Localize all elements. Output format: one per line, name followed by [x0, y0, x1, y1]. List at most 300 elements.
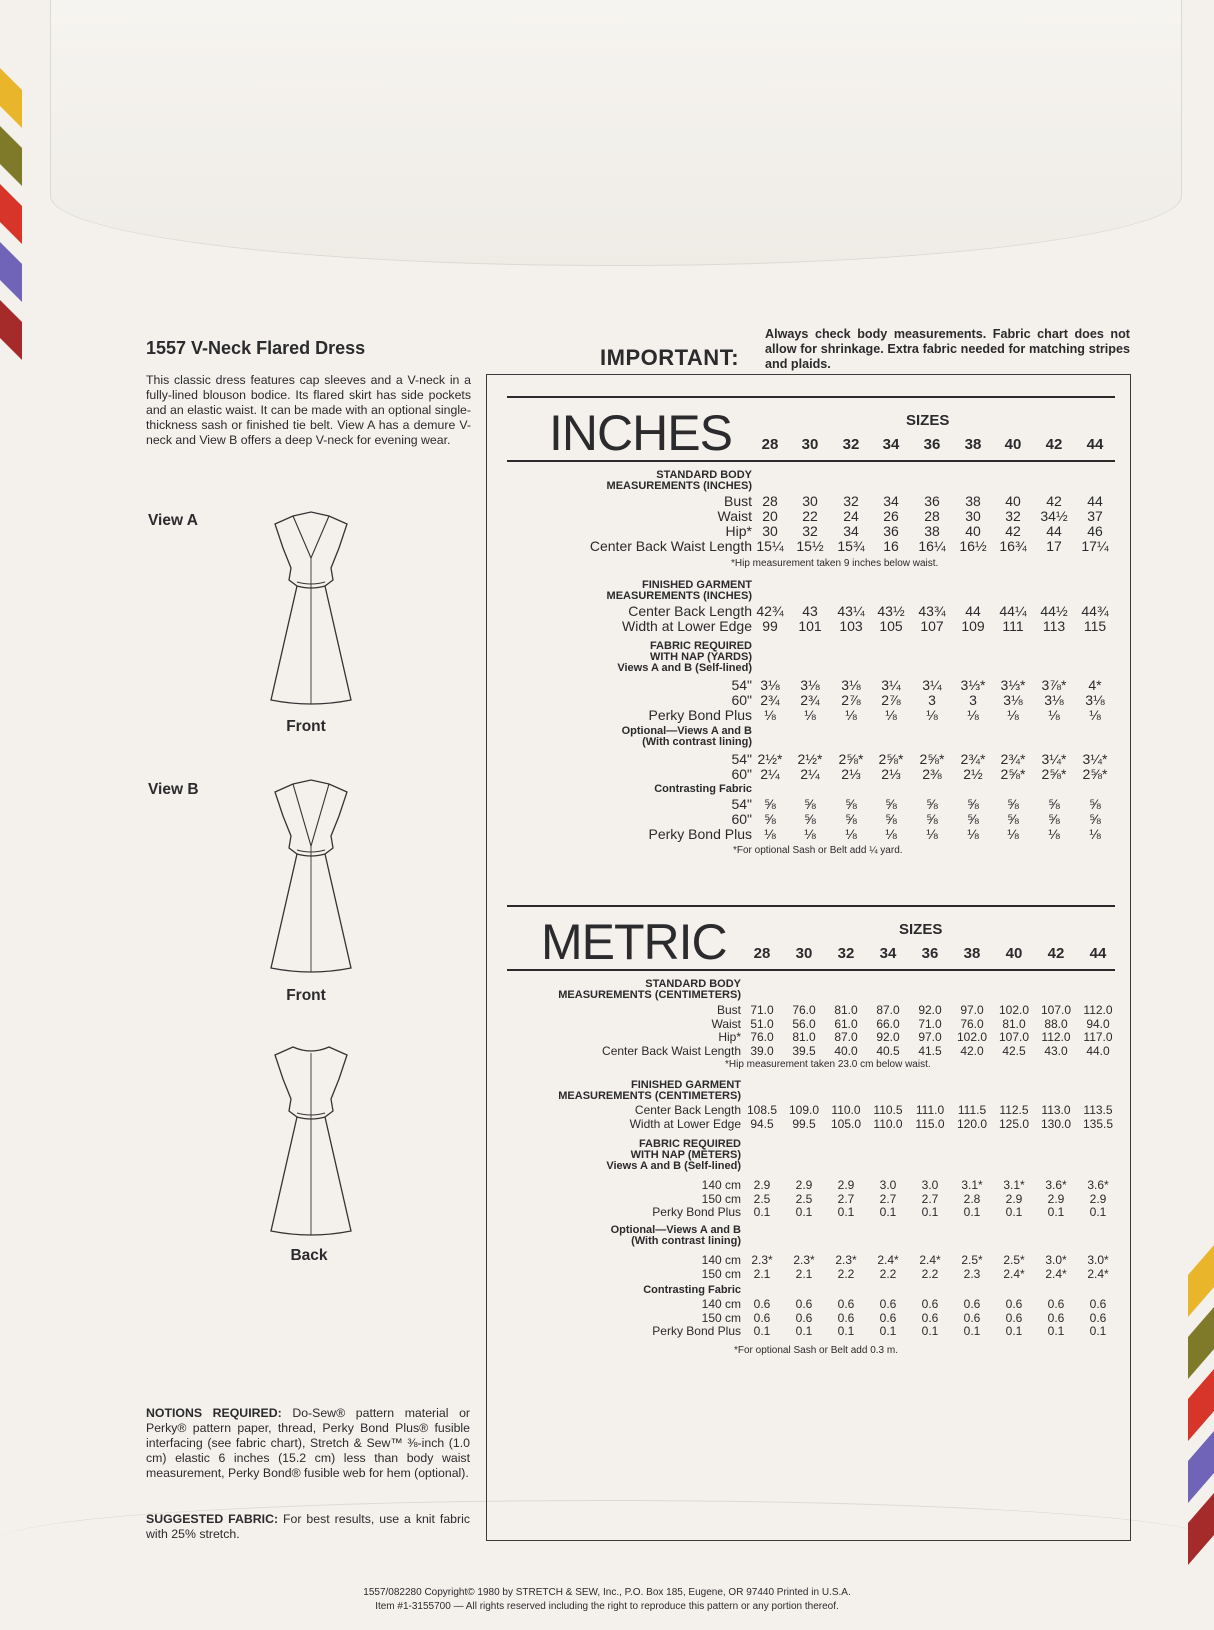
- inches-optional-row-value: 2⅓: [841, 766, 861, 782]
- inches-body-row-label: Waist: [717, 508, 752, 524]
- metric-garment-row-value: 125.0: [998, 1116, 1030, 1131]
- inches-body-row-value: 46: [1087, 523, 1103, 539]
- inches-contrast-row-value: ⅝: [967, 811, 979, 827]
- inches-fabric-row-value: 3⅛: [841, 677, 861, 693]
- stripe-maroon: [1188, 1493, 1214, 1565]
- metric-body-row-value: 40.0: [834, 1043, 858, 1058]
- inches-fabric-row-value: ⅛: [967, 707, 979, 723]
- inches-contrast-row-value: ⅛: [1048, 826, 1060, 842]
- inches-fabric-row-value: 3¼: [922, 677, 942, 693]
- inches-contrast-row-value: ⅝: [804, 811, 816, 827]
- metric-garment-row-value: 135.5: [1082, 1116, 1114, 1131]
- metric-contrast-row-value: 0.1: [1047, 1324, 1065, 1338]
- metric-contrast-row-value: 0.6: [921, 1310, 939, 1325]
- inches-contrast-row-value: ⅝: [926, 811, 938, 827]
- metric-body-row-value: 88.0: [1044, 1016, 1068, 1031]
- metric-contrast-row-label: 140 cm: [701, 1297, 741, 1311]
- metric-garment-row-value: 113.5: [1083, 1103, 1113, 1117]
- inches-garment-row-value: 42¾: [756, 603, 784, 619]
- metric-body-row-value: 81.0: [834, 1003, 858, 1017]
- inches-fabric-row-value: 2⅞: [841, 692, 861, 708]
- view-b-front-caption: Front: [286, 987, 326, 1004]
- inches-optional-heading: Optional—Views A and B (With contrast lining): [621, 725, 752, 748]
- inches-optional-row-value: 2⅝*: [838, 751, 864, 767]
- metric-fabric-row-value: 3.6*: [1087, 1178, 1109, 1192]
- stripe-purple: [1188, 1431, 1214, 1503]
- inches-fabric-row-value: 2⅞: [881, 692, 901, 708]
- inches-body-row-value: 42: [1046, 493, 1062, 509]
- metric-contrast-row-value: 0.1: [921, 1324, 939, 1338]
- metric-body-row-value: 87.0: [876, 1003, 900, 1017]
- metric-contrast-row-value: 0.1: [753, 1324, 771, 1338]
- metric-hip-note: *Hip measurement taken 23.0 cm below waist.: [725, 1059, 931, 1070]
- inches-optional-row-value: 2¼: [760, 766, 780, 782]
- metric-garment-row-value: 99.5: [792, 1116, 816, 1131]
- metric-garment-row-value: 110.0: [831, 1103, 861, 1117]
- metric-fabric-row-value: 2.9: [753, 1178, 771, 1192]
- inches-contrast-row-value: ⅝: [1048, 811, 1060, 827]
- stripe-purple: [0, 242, 22, 302]
- metric-garment-row-value: 115.0: [915, 1116, 945, 1131]
- inches-garment-row-value: 101: [798, 618, 822, 634]
- inches-body-row-value: 16: [883, 538, 899, 554]
- metric-contrast-row-value: 0.6: [837, 1310, 855, 1325]
- inches-fabric-row-value: 3: [969, 692, 977, 708]
- metric-contrast-row-value: 0.6: [837, 1297, 855, 1311]
- inches-optional-row-value: 2¼: [800, 766, 820, 782]
- inches-body-row-value: 16¾: [999, 538, 1027, 554]
- metric-size-header: 34: [879, 945, 897, 962]
- inches-body-row-value: 32: [843, 493, 859, 509]
- inches-body-row-label: Hip*: [725, 523, 752, 539]
- metric-fabric-row-value: 2.9: [795, 1178, 813, 1192]
- inches-optional-row-value: 3¼*: [1082, 751, 1108, 767]
- pattern-description: This classic dress features cap sleeves and a V-neck in a fully-lined blouson bodice. Its flared skirt has side pockets and an elastic waist. It can be made with an optional single-thickness sash or finished tie belt. View A has a demure V-neck and View B offers a deep V-neck for evening wear.: [146, 373, 471, 447]
- metric-optional-row-value: 2.3: [963, 1266, 981, 1281]
- inches-garment-row-value: 111: [1002, 618, 1024, 634]
- metric-body-row-value: 76.0: [960, 1016, 984, 1031]
- inches-body-row-value: 16¼: [918, 538, 946, 554]
- metric-chart: [507, 905, 1115, 1365]
- stripe-yellow: [0, 68, 22, 128]
- inches-fabric-row-value: 3⅓*: [960, 677, 986, 693]
- notions-label: NOTIONS REQUIRED:: [146, 1406, 282, 1420]
- inches-body-row-value: 34: [883, 493, 899, 509]
- inches-contrast-row-value: ⅝: [885, 796, 897, 812]
- metric-garment-row-value: 94.5: [750, 1116, 774, 1131]
- metric-fabric-row-value: 2.9: [1005, 1191, 1023, 1206]
- metric-contrast-row-value: 0.1: [879, 1324, 897, 1338]
- metric-body-row-label: Bust: [716, 1003, 741, 1017]
- metric-garment-heading: FINISHED GARMENT MEASUREMENTS (CENTIMETERS): [558, 1079, 741, 1102]
- metric-fabric-row-value: 0.1: [1047, 1205, 1065, 1219]
- inches-body-row-value: 42: [1005, 523, 1021, 539]
- inches-contrast-row-value: ⅝: [804, 796, 816, 812]
- notions-text: Do-Sew® pattern material or Perky® pattern paper, thread, Perky Bond Plus® fusible interfacing (see fabric chart), Stretch & Sew™ ⅜-inch (1.0 cm) elastic 6 inches (15.2 cm) less than body waist measurement, Perky Bond® fusible web for hem (optional).: [146, 1406, 471, 1480]
- inches-body-row-value: 40: [965, 523, 981, 539]
- metric-body-row-value: 71.0: [750, 1003, 774, 1017]
- view-b-back-caption: Back: [290, 1247, 328, 1264]
- inches-garment-row-value: 44¼: [999, 603, 1027, 619]
- metric-sash-note: *For optional Sash or Belt add 0.3 m.: [734, 1345, 898, 1356]
- inches-contrast-row-value: ⅝: [926, 796, 938, 812]
- metric-fabric-row-value: 2.9: [837, 1178, 855, 1192]
- metric-optional-row-value: 2.3*: [835, 1253, 857, 1267]
- metric-fabric-row-value: 0.1: [879, 1205, 897, 1219]
- inches-size-header: 44: [1086, 436, 1104, 453]
- metric-body-row-value: 107.0: [1040, 1003, 1072, 1017]
- metric-mid-rule: [507, 969, 1115, 971]
- inches-optional-row-value: 2½: [963, 766, 983, 782]
- inches-body-row-value: 30: [802, 493, 818, 509]
- inches-garment-row-value: 43¾: [918, 603, 946, 619]
- inches-garment-row-value: 107: [920, 618, 944, 634]
- metric-sizes-label: SIZES: [899, 921, 943, 938]
- inches-body-row-value: 32: [802, 523, 818, 539]
- metric-body-row-value: 92.0: [876, 1030, 900, 1044]
- inches-top-rule: [507, 396, 1115, 398]
- metric-contrast-row-value: 0.1: [837, 1324, 855, 1338]
- view-a-label: View A: [148, 512, 198, 529]
- inches-fabric-row-value: 3⅛: [1085, 692, 1105, 708]
- metric-body-row-label: Center Back Waist Length: [602, 1043, 741, 1058]
- view-a-front-dress-icon: [263, 510, 359, 710]
- metric-contrast-row-value: 0.6: [1005, 1310, 1023, 1325]
- metric-optional-row-value: 2.2: [837, 1266, 855, 1281]
- inches-sizes-label: SIZES: [906, 412, 950, 429]
- metric-contrast-row-value: 0.6: [1005, 1297, 1023, 1311]
- inches-optional-row-value: 2¾*: [1000, 751, 1026, 767]
- metric-body-row-value: 42.5: [1002, 1043, 1026, 1058]
- inches-body-row-value: 40: [1005, 493, 1021, 509]
- metric-contrast-row-label: Perky Bond Plus: [652, 1324, 741, 1338]
- metric-garment-row-value: 111.5: [957, 1103, 987, 1117]
- metric-body-row-value: 40.5: [876, 1043, 900, 1058]
- metric-body-measurements-heading: STANDARD BODY MEASUREMENTS (CENTIMETERS): [558, 978, 741, 1001]
- metric-fabric-row-value: 3.0: [879, 1178, 897, 1192]
- metric-size-header: 28: [753, 945, 771, 962]
- inches-contrast-row-value: ⅝: [1007, 796, 1019, 812]
- inches-fabric-row-value: ⅛: [804, 707, 816, 723]
- inches-optional-row-label: 60": [731, 766, 752, 782]
- metric-body-row-value: 102.0: [998, 1003, 1030, 1017]
- inches-optional-row-value: 2⅝*: [1082, 766, 1108, 782]
- inches-garment-row-value: 43½: [877, 603, 905, 619]
- inches-size-header: 38: [964, 436, 982, 453]
- inches-body-row-value: 26: [883, 508, 899, 524]
- metric-garment-row-value: 110.0: [873, 1116, 903, 1131]
- inches-body-row-value: 15¾: [837, 538, 865, 554]
- inches-optional-row-value: 2½*: [797, 751, 823, 767]
- inches-optional-row-value: 3¼*: [1041, 751, 1067, 767]
- inches-optional-row-value: 2⅝*: [1041, 766, 1067, 782]
- metric-garment-row-value: 108.5: [746, 1103, 778, 1117]
- inches-garment-row-value: 43: [802, 603, 818, 619]
- metric-size-header: 38: [963, 945, 981, 962]
- metric-body-row-value: 87.0: [834, 1030, 858, 1044]
- inches-body-row-value: 34: [843, 523, 859, 539]
- metric-fabric-row-value: 2.7: [837, 1191, 855, 1206]
- metric-optional-row-value: 2.5*: [961, 1253, 983, 1267]
- inches-fabric-row-value: ⅛: [1048, 707, 1060, 723]
- inches-body-row-value: 30: [762, 523, 778, 539]
- metric-fabric-row-value: 0.1: [795, 1205, 813, 1219]
- metric-body-row-value: 97.0: [918, 1030, 942, 1044]
- inches-contrast-row-value: ⅛: [1089, 826, 1101, 842]
- metric-optional-row-value: 2.4*: [1045, 1266, 1067, 1281]
- rights-line: Item #1-3155700 — All rights reserved including the right to reproduce this pattern or any portion thereof.: [375, 1601, 839, 1612]
- inches-body-row-value: 32: [1005, 508, 1021, 524]
- metric-body-row-value: 76.0: [792, 1003, 816, 1017]
- metric-optional-row-label: 140 cm: [701, 1253, 741, 1267]
- inches-optional-row-label: 54": [731, 751, 752, 767]
- metric-contrast-row-value: 0.1: [1089, 1324, 1107, 1338]
- envelope-flap: [50, 0, 1182, 266]
- inches-garment-row-value: 99: [762, 618, 778, 634]
- metric-size-header: 40: [1005, 945, 1023, 962]
- inches-contrast-row-value: ⅛: [967, 826, 979, 842]
- metric-fabric-heading: FABRIC REQUIRED WITH NAP (METERS) Views A and B (Self-lined): [606, 1138, 741, 1172]
- metric-body-row-value: 61.0: [834, 1016, 858, 1031]
- inches-size-header: 30: [801, 436, 819, 453]
- inches-body-row-value: 15¼: [756, 538, 784, 554]
- inches-optional-row-value: 2⅝*: [878, 751, 904, 767]
- metric-contrast-row-value: 0.1: [795, 1324, 813, 1338]
- inches-contrast-row-value: ⅝: [764, 811, 776, 827]
- metric-body-row-label: Hip*: [718, 1030, 741, 1044]
- inches-contrast-row-value: ⅝: [1048, 796, 1060, 812]
- inches-garment-row-value: 44¾: [1081, 603, 1109, 619]
- metric-optional-row-value: 2.4*: [877, 1253, 899, 1267]
- metric-garment-row-value: 109.0: [788, 1103, 820, 1117]
- metric-optional-row-value: 2.1: [753, 1266, 771, 1281]
- metric-optional-row-value: 2.5*: [1003, 1253, 1025, 1267]
- inches-fabric-row-value: 4*: [1088, 677, 1102, 693]
- inches-body-row-value: 20: [762, 508, 778, 524]
- inches-fabric-row-value: ⅛: [885, 707, 897, 723]
- inches-contrast-row-label: Perky Bond Plus: [648, 826, 752, 842]
- metric-garment-row-value: 105.0: [830, 1116, 862, 1131]
- inches-body-row-label: Bust: [723, 493, 752, 509]
- inches-hip-note: *Hip measurement taken 9 inches below waist.: [731, 558, 939, 569]
- metric-optional-row-value: 2.3*: [751, 1253, 773, 1267]
- metric-contrast-row-value: 0.6: [921, 1297, 939, 1311]
- metric-garment-row-value: 112.5: [999, 1103, 1029, 1117]
- metric-fabric-row-value: 3.1*: [961, 1178, 983, 1192]
- metric-contrast-row-value: 0.6: [795, 1297, 813, 1311]
- metric-body-row-label: Waist: [711, 1016, 741, 1031]
- inches-garment-row-label: Width at Lower Edge: [622, 618, 752, 634]
- metric-garment-row-label: Center Back Length: [634, 1103, 741, 1117]
- metric-garment-row-value: 120.0: [956, 1116, 988, 1131]
- inches-sash-note: *For optional Sash or Belt add ¼ yard.: [733, 845, 903, 856]
- metric-top-rule: [507, 905, 1115, 907]
- metric-fabric-row-label: 140 cm: [701, 1178, 741, 1192]
- inches-contrast-row-value: ⅛: [1007, 826, 1019, 842]
- inches-contrast-row-value: ⅝: [845, 811, 857, 827]
- metric-size-header: 32: [837, 945, 855, 962]
- metric-body-row-value: 51.0: [750, 1016, 774, 1031]
- metric-fabric-row-value: 2.7: [921, 1191, 939, 1206]
- inches-garment-row-value: 103: [839, 618, 863, 634]
- inches-optional-row-value: 2⅝*: [919, 751, 945, 767]
- left-color-stripes: [0, 60, 22, 380]
- metric-fabric-row-value: 2.7: [879, 1191, 897, 1206]
- inches-optional-row-value: 2⅜: [922, 766, 942, 782]
- metric-contrast-row-value: 0.1: [1005, 1324, 1023, 1338]
- metric-garment-row-value: 110.5: [873, 1103, 903, 1117]
- suggested-label: SUGGESTED FABRIC:: [146, 1512, 279, 1526]
- metric-contrast-row-label: 150 cm: [701, 1310, 741, 1325]
- metric-body-row-value: 66.0: [876, 1016, 900, 1031]
- inches-garment-row-value: 44: [965, 603, 981, 619]
- metric-contrast-row-value: 0.6: [753, 1310, 771, 1325]
- metric-contrast-row-value: 0.6: [1047, 1310, 1065, 1325]
- inches-contrast-row-value: ⅝: [1089, 796, 1101, 812]
- important-label: IMPORTANT:: [600, 345, 740, 370]
- metric-body-row-value: 102.0: [956, 1030, 988, 1044]
- metric-fabric-row-value: 0.1: [1005, 1205, 1023, 1219]
- view-b-back-dress-icon: [263, 1041, 359, 1241]
- view-b-front-dress-icon: [263, 778, 359, 978]
- inches-body-row-value: 17¼: [1081, 538, 1109, 554]
- metric-contrast-row-value: 0.1: [963, 1324, 981, 1338]
- stripe-olive: [1188, 1307, 1214, 1379]
- inches-size-header: 34: [882, 436, 900, 453]
- inches-fabric-row-value: 2¾: [800, 692, 820, 708]
- inches-body-row-label: Center Back Waist Length: [589, 538, 752, 554]
- metric-garment-row-value: 113.0: [1041, 1103, 1071, 1117]
- inches-body-row-value: 16½: [959, 538, 987, 554]
- metric-body-row-value: 39.5: [792, 1043, 816, 1058]
- inches-fabric-row-value: 3⅞*: [1041, 677, 1067, 693]
- metric-fabric-row-value: 0.1: [753, 1205, 771, 1219]
- metric-optional-row-value: 2.4*: [1087, 1266, 1109, 1281]
- metric-body-row-value: 81.0: [792, 1030, 816, 1044]
- pattern-description-block: [146, 338, 471, 448]
- inches-contrast-row-label: 54": [731, 796, 752, 812]
- metric-optional-row-value: 2.2: [879, 1266, 897, 1281]
- inches-body-measurements-heading: STANDARD BODY MEASUREMENTS (INCHES): [606, 469, 752, 492]
- stripe-maroon: [0, 300, 22, 360]
- metric-fabric-row-value: 3.1*: [1003, 1178, 1025, 1192]
- inches-body-row-value: 28: [762, 493, 778, 509]
- metric-optional-row-value: 2.2: [921, 1266, 939, 1281]
- inches-contrast-heading: Contrasting Fabric: [654, 783, 752, 795]
- inches-body-row-value: 37: [1087, 508, 1103, 524]
- right-color-stripes: [1188, 1245, 1214, 1575]
- metric-contrast-row-value: 0.6: [879, 1297, 897, 1311]
- inches-fabric-row-value: 3⅛: [760, 677, 780, 693]
- metric-contrast-heading: Contrasting Fabric: [643, 1284, 741, 1296]
- metric-contrast-row-value: 0.6: [879, 1310, 897, 1325]
- inches-optional-row-value: 2⅓: [881, 766, 901, 782]
- inches-contrast-row-value: ⅛: [885, 826, 897, 842]
- metric-body-row-value: 41.5: [918, 1043, 942, 1058]
- notions-required: [146, 1406, 470, 1481]
- inches-contrast-row-value: ⅛: [926, 826, 938, 842]
- metric-fabric-row-value: 3.6*: [1045, 1178, 1067, 1192]
- stripe-olive: [0, 126, 22, 186]
- inches-fabric-row-value: 3⅛: [1044, 692, 1064, 708]
- metric-fabric-row-value: 2.5: [795, 1191, 813, 1206]
- pattern-title: 1557 V-Neck Flared Dress: [146, 338, 366, 358]
- metric-contrast-row-value: 0.6: [963, 1310, 981, 1325]
- metric-fabric-row-value: 0.1: [963, 1205, 981, 1219]
- inches-body-row-value: 28: [924, 508, 940, 524]
- metric-optional-row-value: 2.1: [795, 1266, 813, 1281]
- inches-size-header: 28: [761, 436, 779, 453]
- inches-garment-row-label: Center Back Length: [628, 603, 752, 619]
- inches-contrast-row-value: ⅛: [845, 826, 857, 842]
- inches-contrast-row-value: ⅝: [967, 796, 979, 812]
- metric-body-row-value: 42.0: [960, 1043, 984, 1058]
- inches-size-header: 42: [1045, 436, 1063, 453]
- inches-fabric-row-value: 3⅛: [1003, 692, 1023, 708]
- metric-garment-row-value: 111.0: [915, 1103, 945, 1117]
- metric-contrast-row-value: 0.6: [963, 1297, 981, 1311]
- inches-body-row-value: 24: [843, 508, 859, 524]
- stripe-red: [0, 184, 22, 244]
- metric-size-header: 44: [1089, 945, 1107, 962]
- metric-garment-row-label: Width at Lower Edge: [629, 1116, 741, 1131]
- metric-body-row-value: 56.0: [792, 1016, 816, 1031]
- inches-contrast-row-value: ⅝: [845, 796, 857, 812]
- metric-body-row-value: 112.0: [1083, 1003, 1113, 1017]
- inches-contrast-row-label: 60": [731, 811, 752, 827]
- metric-body-row-value: 81.0: [1002, 1016, 1026, 1031]
- inches-fabric-row-value: 3⅛: [800, 677, 820, 693]
- stripe-red: [1188, 1369, 1214, 1441]
- inches-fabric-row-label: 54": [731, 677, 752, 693]
- inches-contrast-row-value: ⅝: [885, 811, 897, 827]
- important-text: Always check body measurements. Fabric chart does not allow for shrinkage. Extra fabric needed for matching stripes and plaids.: [765, 327, 1130, 371]
- inches-garment-row-value: 115: [1083, 618, 1107, 634]
- inches-body-row-value: 44: [1046, 523, 1062, 539]
- inches-fabric-row-value: 2¾: [760, 692, 780, 708]
- inches-fabric-heading: FABRIC REQUIRED WITH NAP (YARDS) Views A and B (Self-lined): [617, 640, 752, 674]
- inches-body-row-value: 38: [924, 523, 940, 539]
- inches-optional-row-value: 2¾*: [960, 751, 986, 767]
- view-b-label: View B: [148, 781, 199, 798]
- metric-fabric-row-label: Perky Bond Plus: [652, 1205, 741, 1219]
- metric-body-row-value: 97.0: [960, 1003, 984, 1017]
- metric-heading: METRIC: [541, 914, 727, 970]
- metric-optional-row-value: 2.4*: [919, 1253, 941, 1267]
- metric-body-row-value: 117.0: [1083, 1030, 1113, 1044]
- metric-optional-row-value: 2.3*: [793, 1253, 815, 1267]
- inches-garment-row-value: 43¼: [837, 603, 865, 619]
- metric-size-header: 30: [795, 945, 813, 962]
- inches-body-row-value: 36: [924, 493, 940, 509]
- inches-size-header: 36: [923, 436, 941, 453]
- metric-contrast-row-value: 0.6: [1089, 1310, 1107, 1325]
- metric-garment-row-value: 130.0: [1040, 1116, 1072, 1131]
- metric-fabric-row-value: 2.9: [1089, 1191, 1107, 1206]
- metric-size-header: 42: [1047, 945, 1065, 962]
- metric-fabric-row-value: 0.1: [837, 1205, 855, 1219]
- suggested-text: For best results, use a knit fabric with 25% stretch.: [146, 1512, 470, 1541]
- inches-heading: INCHES: [549, 405, 732, 461]
- inches-contrast-row-value: ⅝: [1007, 811, 1019, 827]
- metric-optional-row-value: 3.0*: [1087, 1253, 1109, 1267]
- metric-body-row-value: 71.0: [918, 1016, 942, 1031]
- inches-body-row-value: 36: [883, 523, 899, 539]
- metric-body-row-value: 43.0: [1044, 1043, 1068, 1058]
- metric-fabric-row-value: 0.1: [921, 1205, 939, 1219]
- metric-body-row-value: 76.0: [750, 1030, 774, 1044]
- metric-body-row-value: 112.0: [1041, 1030, 1071, 1044]
